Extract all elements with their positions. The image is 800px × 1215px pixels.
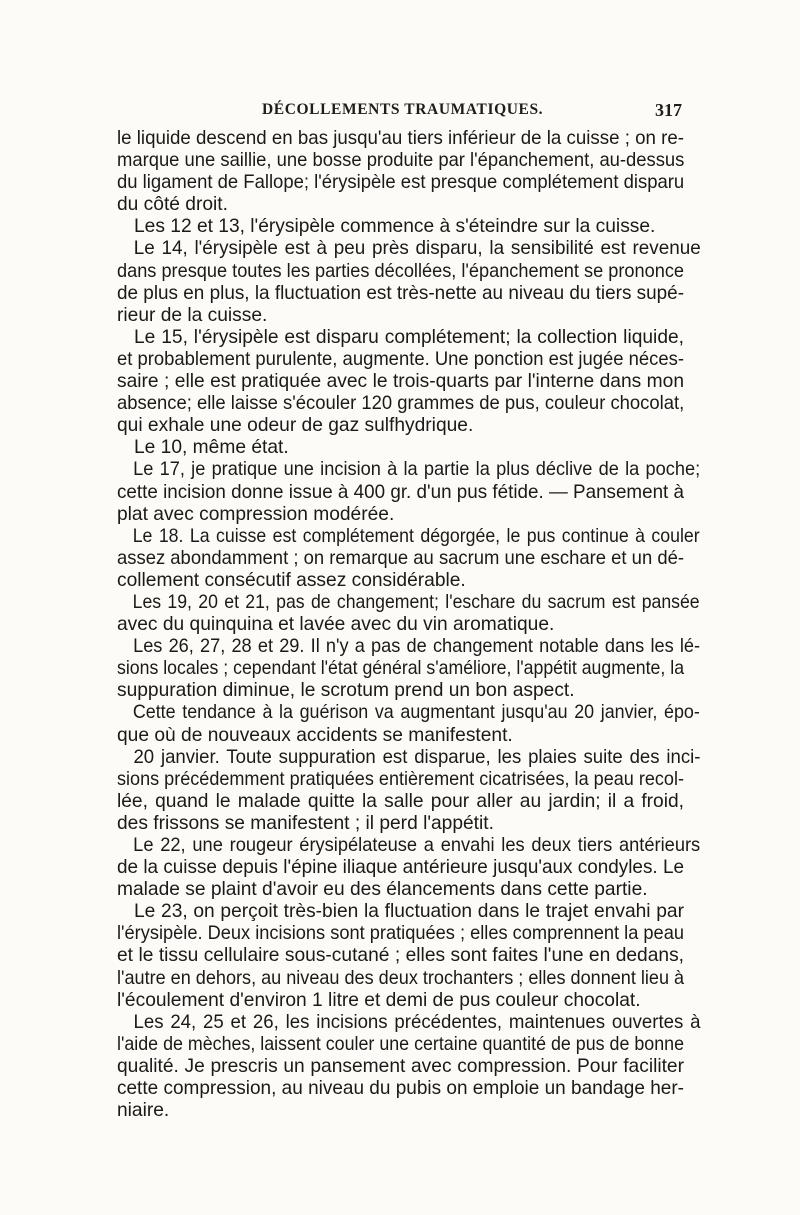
text-line: et probablement purulente, augmente. Une ponction est jugée néces- [117, 348, 684, 370]
text-line: Le 22, une rougeur érysipélateuse a envahi les deux tiers antérieurs [133, 835, 701, 856]
text-line: rieur de la cuisse. [117, 304, 268, 326]
text-line: l'écoulement d'environ 1 litre et demi de pus couleur chocolat. [117, 989, 641, 1011]
text-line: Les 26, 27, 28 et 29. Il n'y a pas de changement notable dans les lé- [133, 636, 701, 658]
text-line: Le 10, même état. [134, 437, 289, 459]
text-line: Les 19, 20 et 21, pas de changement; l'eschare du sacrum est pansée [132, 591, 700, 613]
text-line: Cette tendance à la guérison va augmentant jusqu'au 20 janvier, épo- [132, 702, 700, 724]
text-line: collement consécutif assez considérable. [117, 569, 466, 591]
text-line: absence; elle laisse s'écouler 120 grammes de pus, couleur chocolat, [117, 393, 685, 415]
text-line: que où de nouveaux accidents se manifestent. [117, 724, 513, 746]
text-line: malade se plaint d'avoir eu des élancements dans cette partie. [117, 879, 648, 901]
text-line: Le 23, on perçoit très-bien la fluctuation dans le trajet envahi par [134, 901, 684, 923]
text-line: saire ; elle est pratiquée avec le trois-quarts par l'interne dans mon [117, 371, 684, 393]
text-line: qualité. Je prescris un pansement avec compression. Pour faciliter [117, 1055, 684, 1077]
text-line: l'autre en dehors, au niveau des deux trochanters ; elles donnent lieu à [117, 967, 685, 989]
text-line: plat avec compression modérée. [117, 503, 395, 525]
text-line: sions locales ; cependant l'état général s'améliore, l'appétit augmente, la [117, 658, 685, 680]
page-header [117, 101, 682, 125]
text-line: Le 14, l'érysipèle est à peu près disparu, la sensibilité est revenue [133, 238, 701, 260]
text-line: assez abondamment ; on remarque au sacrum une eschare et un dé- [117, 547, 684, 569]
text-line: Le 18. La cuisse est complétement dégorgée, le pus continue à couler [132, 525, 700, 547]
text-line: le liquide descend en bas jusqu'au tiers inférieur de la cuisse ; on re- [117, 128, 684, 149]
text-line: Le 15, l'érysipèle est disparu complétement; la collection liquide, [134, 326, 684, 348]
page-number: 317 [655, 100, 682, 120]
text-line: du ligament de Fallope; l'érysipèle est presque complétement disparu [117, 172, 685, 194]
body-text [117, 128, 701, 1122]
text-line: de la cuisse depuis l'épine iliaque antérieure jusqu'aux condyles. Le [117, 857, 685, 879]
text-line: Le 17, je pratique une incision à la partie la plus déclive de la poche; [133, 459, 701, 481]
text-line: Les 24, 25 et 26, les incisions précédentes, maintenues ouvertes à [133, 1011, 701, 1033]
text-line: cette compression, au niveau du pubis on emploie un bandage her- [117, 1078, 684, 1100]
text-line: marque une saillie, une bosse produite par l'épanchement, au-dessus [117, 150, 685, 172]
running-title: DÉCOLLEMENTS TRAUMATIQUES. [262, 101, 544, 118]
text-line: dans presque toutes les parties décollées, l'épanchement se prononce [117, 260, 685, 282]
text-line: des frissons se manifestent ; il perd l'appétit. [117, 812, 494, 834]
text-line: l'aide de mèches, laissent couler une certaine quantité de pus de bonne [117, 1033, 684, 1055]
text-line: cette incision donne issue à 400 gr. d'un pus fétide. — Pansement à [117, 481, 685, 503]
text-line: qui exhale une odeur de gaz sulfhydrique. [117, 415, 474, 437]
text-line: 20 janvier. Toute suppuration est disparue, les plaies suite des inci- [133, 746, 701, 768]
text-line: lée, quand le malade quitte la salle pour aller au jardin; il a froid, [117, 790, 684, 812]
text-line: sions précédemment pratiquées entièrement cicatrisées, la peau recol- [117, 768, 685, 790]
text-line: niaire. [117, 1100, 170, 1122]
text-line: et le tissu cellulaire sous-cutané ; elles sont faites l'une en dedans, [117, 945, 684, 967]
text-line: Les 12 et 13, l'érysipèle commence à s'éteindre sur la cuisse. [134, 216, 656, 238]
text-line: du côté droit. [117, 194, 228, 216]
text-line: avec du quinquina et lavée avec du vin aromatique. [117, 614, 555, 636]
text-line: l'érysipèle. Deux incisions sont pratiquées ; elles comprennent la peau [117, 923, 684, 945]
text-line: suppuration diminue, le scrotum prend un bon aspect. [117, 680, 575, 702]
text-line: de plus en plus, la fluctuation est très-nette au niveau du tiers supé- [117, 282, 685, 304]
